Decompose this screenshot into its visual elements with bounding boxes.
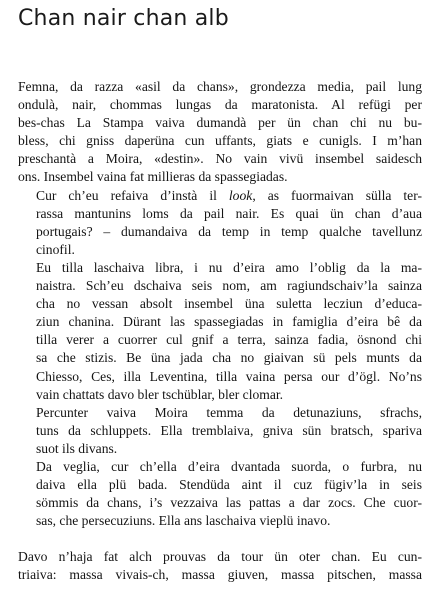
paragraph-6 [18,548,422,584]
text-line: cha no vessan absolt insembel üna suletta lecziun d’educa- [36,296,422,312]
text-line: sa che stizis. Be üna jada cha no giaivan sü pels munts da [36,350,422,366]
text-line: ons. Insembel vaina fat millieras da spassegiadas. [18,169,288,185]
text-line: vain chattats davo bler tschüblar, bler clomar. [36,386,284,402]
paragraph-gap [18,530,422,548]
text-line: Da veglia, cur ch’ella d’eira dvantada suorda, o furbra, nu [36,458,422,474]
text-line: preschantà a Moira, «destin». No vain vivü insembel saidesch [18,151,422,167]
text-line: daiva ella plü bada. Stendüda aint il cuz fügiv’la in seis [36,477,422,493]
text-line: Chiesso, Ces, illa Leventina, tilla vaina persa our d’ögl. No’ns [36,368,422,384]
text-line: portugais? – dumandaiva da temp in temp qualche tavellunz [36,223,422,239]
text-line: bes-chas La Stampa vaiva dumandà per ün chan chi nu bu- [18,115,422,131]
text-line: ziun chanina. Dürant las spassegiadas in famiglia d’eira bê da [36,314,422,330]
paragraph-5 [18,458,422,530]
paragraph-3 [18,259,422,404]
text-line: rassa mantunins loms da pail nair. Es quai ün chan d’aua [36,205,422,221]
text-line: bless, chi gniss daperüna cun uffants, giats e cunigls. I m’han [18,133,422,149]
text-line: Cur ch’eu refaiva d’instà il look, as fuormaivan sülla ter- [36,187,422,203]
page-title: Chan nair chan alb [18,6,229,31]
text-line: Femna, da razza «asil da chans», grondezza media, pail lung [18,79,422,94]
paragraph-4 [18,404,422,458]
text-line: triaiva: massa vivais-ch, massa giuven, massa pitschen, massa [18,567,422,583]
text-line: sömmis da chans, i’s vezzaiva las pattas a dar zocs. Che cuor- [36,495,422,511]
text-line: Eu tilla laschaiva libra, i nu d’eira amo l’oblig da la ma- [36,259,422,275]
text-line: naistra. Sch’eu dschaiva seis nom, am ragiundschaiv’la sainza [36,278,422,294]
paragraph-1 [18,78,422,187]
text-line: suot ils divans. [36,440,118,456]
text-line: cinofil. [36,241,75,257]
text-line: Percunter vaiva Moira temma da detunaziuns, sfrachs, [36,404,422,420]
italic-word: look [228,187,253,203]
text-line: Davo n’haja fat alch prouvas da tour ün oter chan. Eu cun- [18,549,422,565]
text-line: ondulà, nair, chommas lungas da maratonista. Al refügi per [18,97,422,113]
text-line: tuns da schluppets. Ella tremblaiva, gniva sün bratsch, spariva [36,422,422,438]
text-line: sas, che persecuziuns. Ella ans laschaiva vieplü inavo. [36,513,331,529]
body-text [18,78,422,585]
text-line: tilla verer a cuorrer cul gnif a terra, sainza fadia, ösnond chi [36,332,422,348]
paragraph-2 [18,187,422,259]
